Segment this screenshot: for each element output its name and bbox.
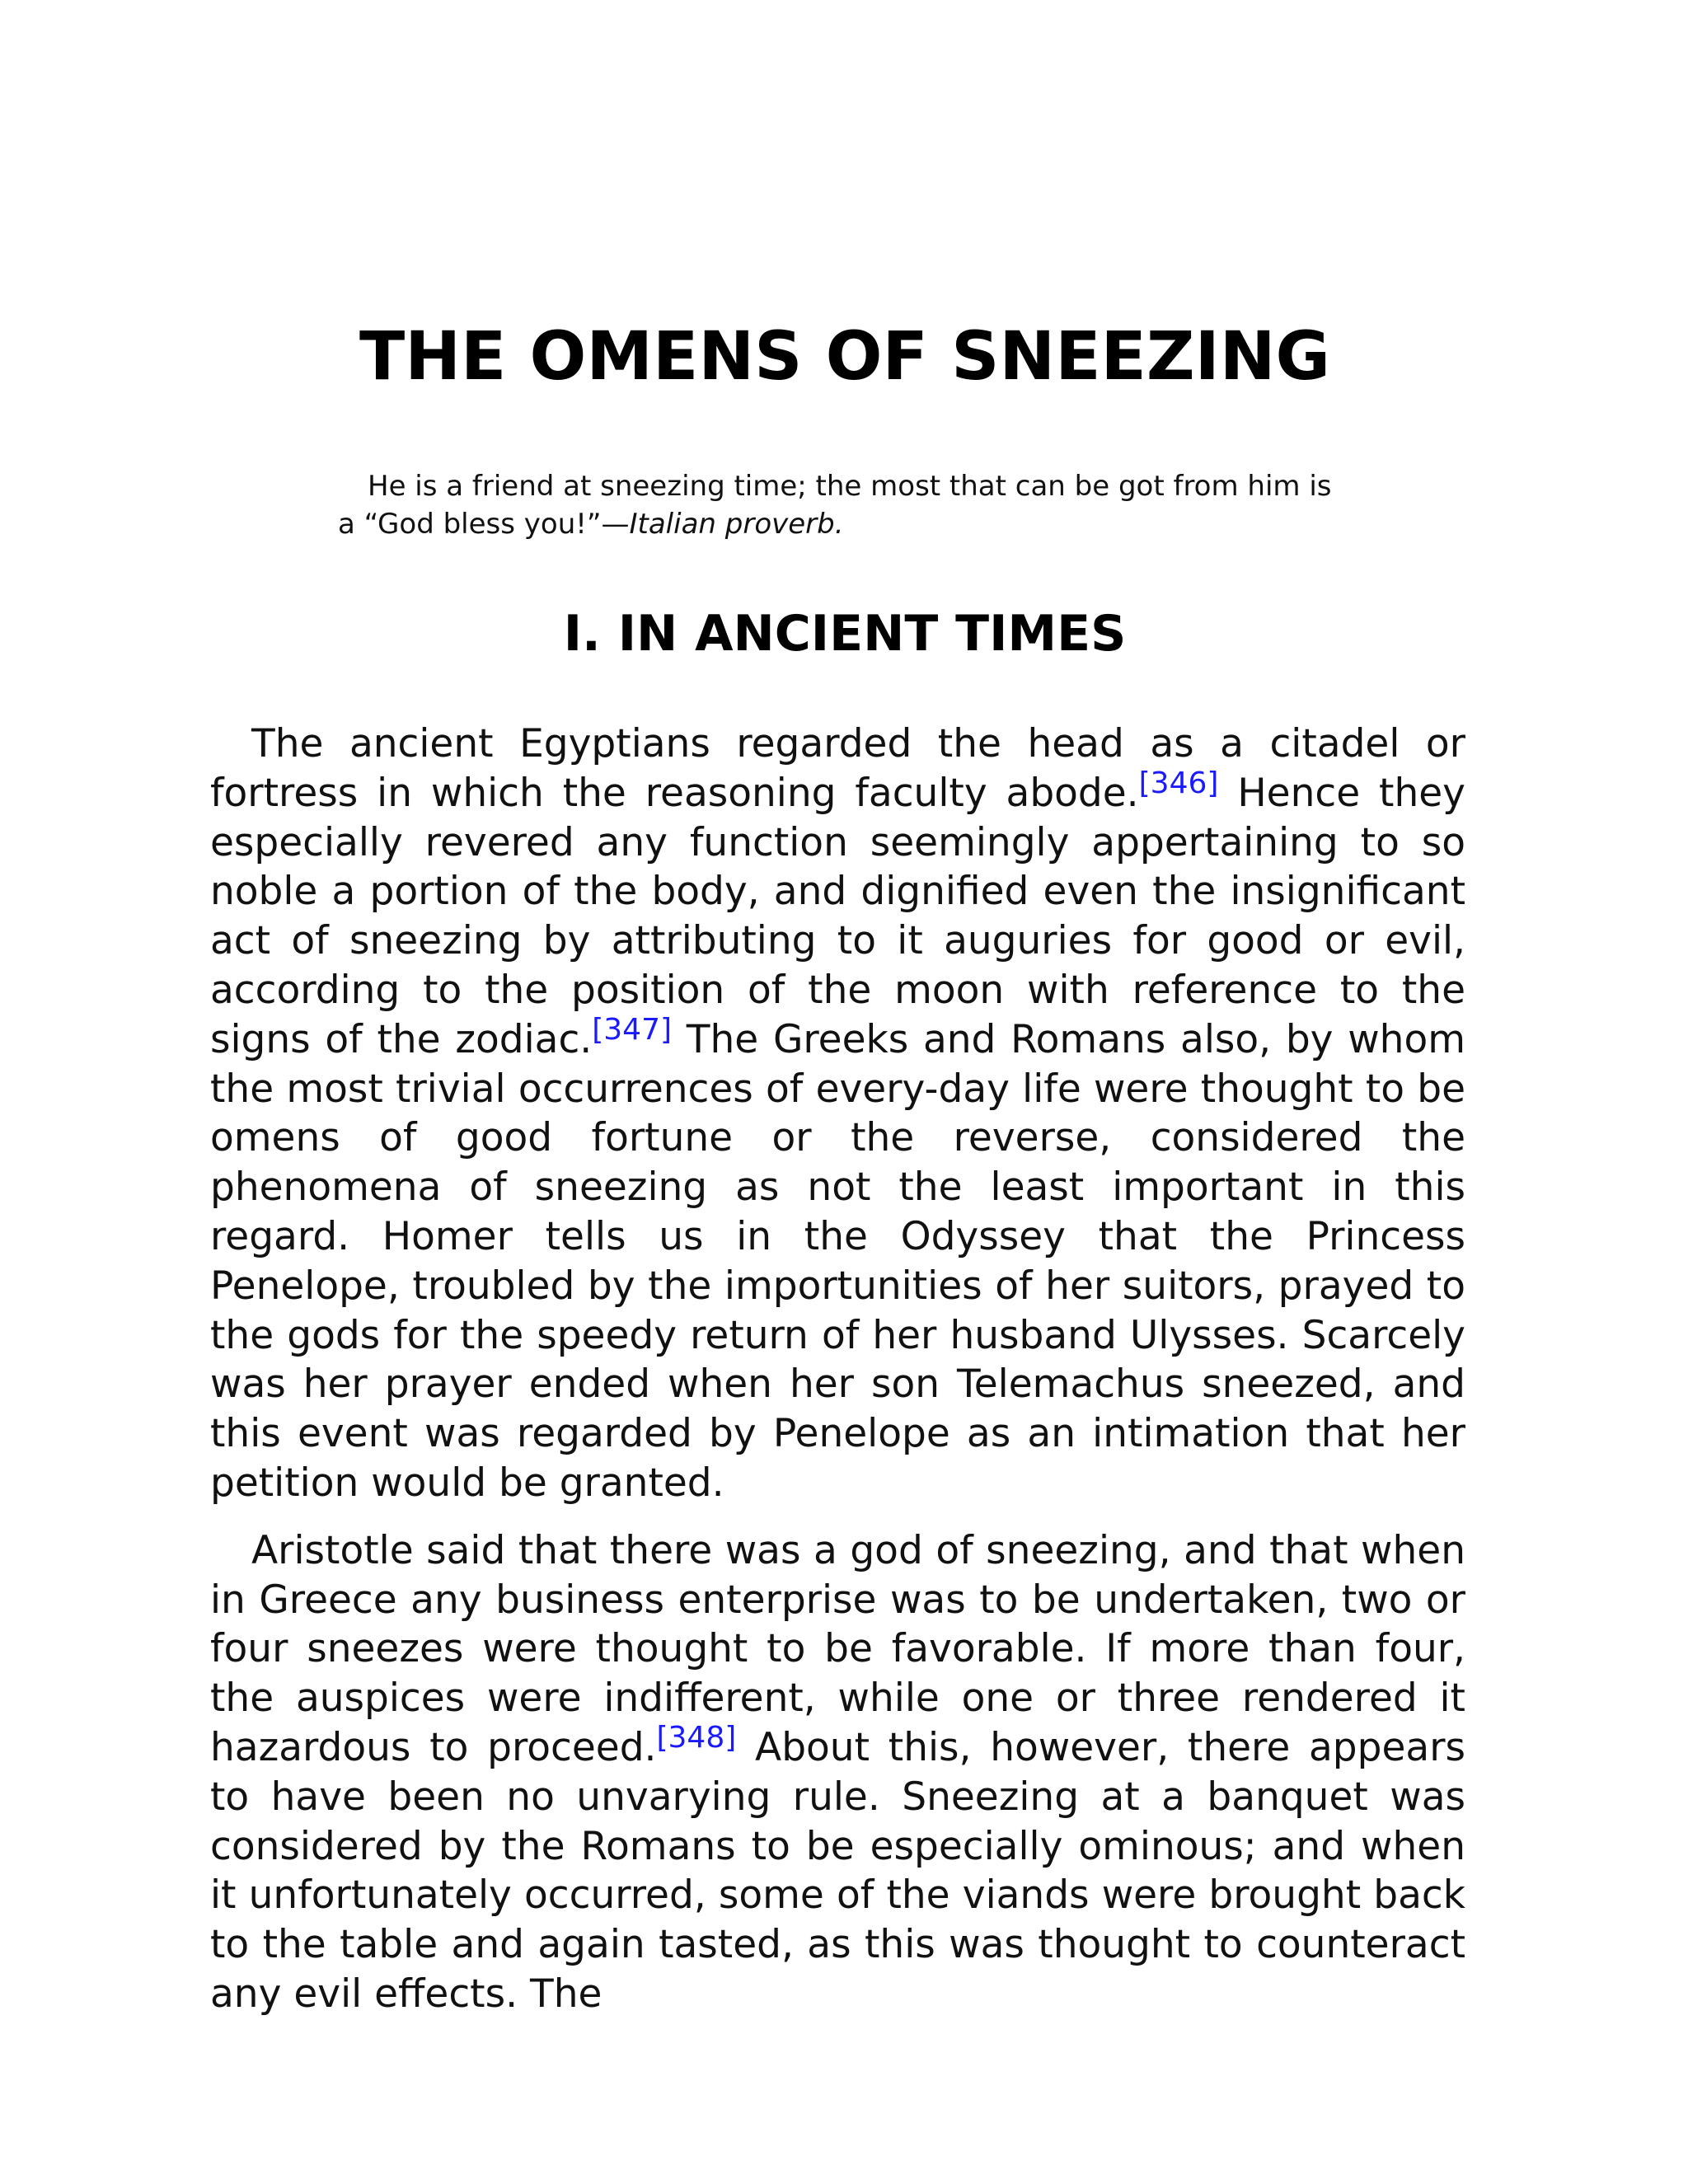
footnote-link-346[interactable]: [346] [1138,766,1219,800]
epigraph-attribution: Italian proverb. [629,508,844,541]
paragraph-1-sentence-3: The Greeks and Romans also, by whom the most trivial occurrences of every-day life were thought to be omens of good fortune or the reverse, considered the phenomena of sneezing as not the least important in this regard. Homer tells us in the Odyssey that the Princess Penelope, troubled by the importunities of her suitors, prayed to the gods for the speedy return of her husband Ulysses. Scarcely was her prayer ended when her son Telemachus sneezed, and this event was regarded by Penelope as an intimation that her petition would be granted. [210,1016,1465,1506]
body-text [210,719,1465,2037]
epigraph [338,467,1352,543]
paragraph-2 [210,1526,1465,2019]
footnote-link-347[interactable]: [347] [592,1012,673,1047]
paragraph-2-sentence-1: Aristotle said that there was a god of sneezing, and that when in Greece any business enterprise was to be undertaken, two or four sneezes were thought to be favorable. If more than four, the auspices were indifferent, while one or three rendered it hazardous to proceed. [210,1527,1465,1770]
paragraph-1-sentence-2: Hence they especially revered any function seemingly appertaining to so noble a portion of the body, and dignified even the insignificant act of sneezing by attributing to it auguries for good or evil, according to the position of the moon with reference to the signs of the zodiac. [210,770,1465,1062]
chapter-title: THE OMENS OF SNEEZING [359,318,1331,396]
page [210,0,1479,2184]
epigraph-text: He is a friend at sneezing time; the most that can be got from him is a “God bless you!”— [338,470,1332,541]
paragraph-2-sentence-2: About this, however, there appears to have been no unvarying rule. Sneezing at a banquet was considered by the Romans to be especially ominous; and when it unfortunately occurred, some of the viands were brought back to the table and again tasted, as this was thought to counteract any evil effects. The [210,1724,1465,2017]
paragraph-1-sentence-1: The ancient Egyptians regarded the head as a citadel or fortress in which the reasoning faculty abode. [210,721,1465,816]
paragraph-1 [210,719,1465,1508]
section-title: I. IN ANCIENT TIMES [563,605,1127,663]
footnote-link-348[interactable]: [348] [656,1720,737,1755]
